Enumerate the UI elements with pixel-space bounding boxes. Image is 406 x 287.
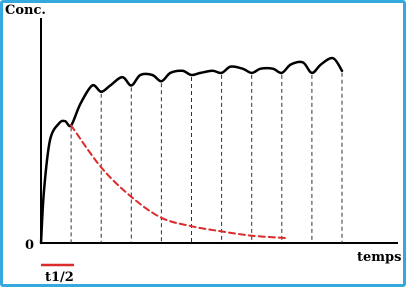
dose-drop-lines: [71, 73, 342, 243]
elimination-curve: [71, 125, 288, 238]
origin-label: 0: [25, 238, 35, 253]
y-axis-label: Conc.: [5, 3, 46, 18]
axes: [41, 18, 398, 243]
half-life-label: t1/2: [45, 270, 74, 285]
x-axis-label: temps: [357, 250, 402, 265]
